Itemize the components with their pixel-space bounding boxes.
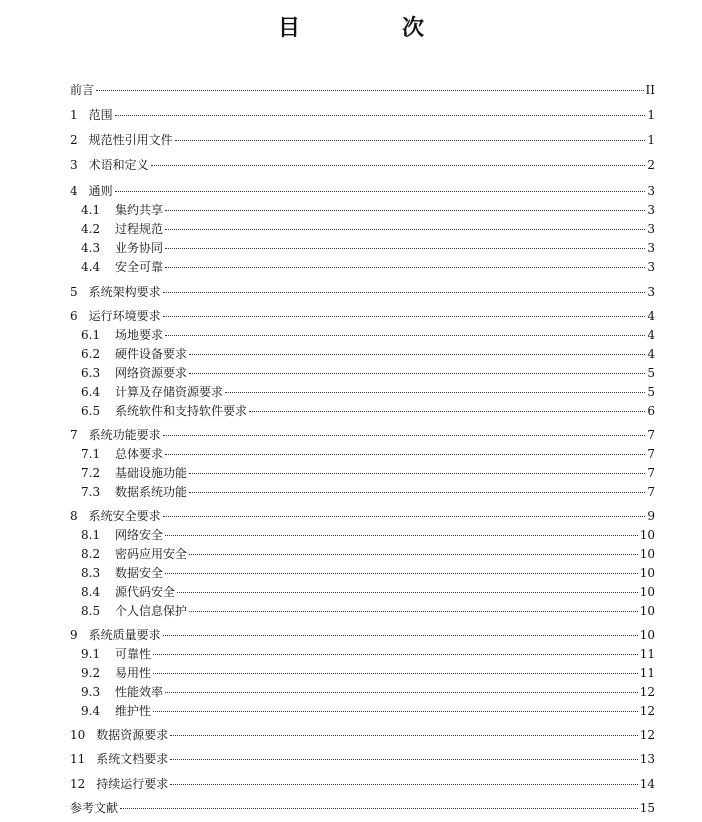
toc-page-number: 3	[647, 222, 655, 236]
toc-entry-label: 规范性引用文件	[88, 133, 173, 147]
toc-page-number: 13	[639, 752, 655, 766]
toc-entry-number: 9.1	[81, 647, 101, 661]
toc-subentry[interactable]	[81, 385, 655, 400]
toc-page-number: 3	[647, 184, 655, 198]
toc-entry[interactable]	[70, 184, 655, 199]
toc-entry-number: 9.2	[81, 666, 101, 680]
toc-subentry[interactable]	[81, 447, 655, 462]
toc-entry-label: 系统软件和支持软件要求	[115, 404, 248, 418]
toc-subentry[interactable]	[81, 404, 655, 419]
toc-entry[interactable]	[70, 83, 655, 98]
toc-leader-dots	[163, 515, 646, 517]
toc-entry-number: 8.5	[81, 604, 101, 618]
toc-entry[interactable]	[70, 108, 655, 123]
toc-entry[interactable]	[70, 752, 655, 767]
toc-entry-label: 参考文献	[70, 801, 119, 815]
toc-entry[interactable]	[70, 628, 655, 643]
toc-leader-dots	[165, 453, 645, 455]
toc-entry-label: 网络安全	[115, 528, 164, 542]
toc-leader-dots	[163, 434, 646, 436]
toc-entry-number: 4.2	[81, 222, 101, 236]
toc-entry-number: 6.2	[81, 347, 101, 361]
toc-subentry[interactable]	[81, 604, 655, 619]
toc-entry-number: 7	[70, 428, 78, 442]
toc-entry-label: 数据系统功能	[115, 485, 188, 499]
toc-entry-label: 术语和定义	[88, 158, 149, 172]
toc-leader-dots	[165, 247, 645, 249]
toc-subentry[interactable]	[81, 485, 655, 500]
toc-leader-dots	[165, 691, 638, 693]
toc-leader-dots	[153, 710, 638, 712]
toc-page-number: 4	[647, 328, 655, 342]
toc-entry-label: 前言	[70, 83, 95, 97]
toc-subentry[interactable]	[81, 222, 655, 237]
toc-page-number: 10	[639, 528, 655, 542]
toc-page-number: 1	[647, 133, 655, 147]
page-title: 目 次	[277, 16, 464, 41]
toc-page-number: 12	[639, 728, 655, 742]
toc-page-number: 3	[647, 241, 655, 255]
toc-entry[interactable]	[70, 728, 655, 743]
toc-entry-number: 9	[70, 628, 78, 642]
toc-entry-label: 可靠性	[115, 647, 152, 661]
toc-subentry[interactable]	[81, 647, 655, 662]
toc-leader-dots	[170, 734, 637, 736]
toc-page-number: 1	[647, 108, 655, 122]
toc-subentry[interactable]	[81, 366, 655, 381]
toc-entry-number: 5	[70, 285, 78, 299]
toc-entry-number: 7.2	[81, 466, 101, 480]
toc-page-number: 11	[639, 647, 655, 661]
toc-entry-number: 8.2	[81, 547, 101, 561]
toc-entry[interactable]	[70, 428, 655, 443]
toc-entry-number: 6	[70, 309, 78, 323]
toc-entry[interactable]	[70, 133, 655, 148]
toc-entry[interactable]	[70, 801, 655, 816]
toc-entry-number: 9.4	[81, 704, 101, 718]
toc-leader-dots	[249, 410, 645, 412]
toc-leader-dots	[165, 209, 645, 211]
toc-entry-number: 9.3	[81, 685, 101, 699]
toc-subentry[interactable]	[81, 328, 655, 343]
toc-leader-dots	[189, 472, 645, 474]
toc-entry-label: 网络资源要求	[115, 366, 188, 380]
toc-page-number: 7	[647, 485, 655, 499]
toc-leader-dots	[189, 491, 645, 493]
toc-entry-number: 1	[70, 108, 78, 122]
toc-leader-dots	[189, 353, 645, 355]
toc-leader-dots	[163, 291, 646, 293]
toc-entry-number: 10	[70, 728, 86, 742]
toc-page-number: 2	[647, 158, 655, 172]
toc-leader-dots	[177, 591, 638, 593]
toc-entry-label: 系统安全要求	[88, 509, 161, 523]
toc-leader-dots	[165, 334, 645, 336]
toc-entry-number: 3	[70, 158, 78, 172]
toc-entry-number: 8.1	[81, 528, 101, 542]
toc-page-number: 4	[647, 347, 655, 361]
toc-entry-label: 硬件设备要求	[115, 347, 188, 361]
toc-entry-number: 6.1	[81, 328, 101, 342]
toc-page-number: II	[645, 83, 655, 97]
toc-page-number: 10	[639, 628, 655, 642]
toc-entry-label: 范围	[88, 108, 113, 122]
toc-entry-number: 4.4	[81, 260, 101, 274]
toc-leader-dots	[163, 634, 638, 636]
toc-entry-label: 运行环境要求	[88, 309, 161, 323]
toc-page-number: 10	[639, 566, 655, 580]
toc-entry-number: 6.4	[81, 385, 101, 399]
toc-entry-label: 密码应用安全	[115, 547, 188, 561]
toc-entry-label: 易用性	[115, 666, 152, 680]
toc-entry-label: 持续运行要求	[96, 777, 169, 791]
toc-subentry[interactable]	[81, 528, 655, 543]
toc-entry-label: 业务协同	[115, 241, 164, 255]
toc-page-number: 6	[647, 404, 655, 418]
toc-page-number: 12	[639, 685, 655, 699]
toc-page-number: 7	[647, 466, 655, 480]
toc-entry[interactable]	[70, 285, 655, 300]
toc-subentry[interactable]	[81, 566, 655, 581]
toc-leader-dots	[170, 783, 637, 785]
toc-entry-label: 系统架构要求	[88, 285, 161, 299]
toc-leader-dots	[115, 190, 646, 192]
toc-page-number: 10	[639, 547, 655, 561]
toc-entry[interactable]	[70, 509, 655, 524]
toc-entry-number: 4	[70, 184, 78, 198]
toc-leader-dots	[115, 114, 646, 116]
toc-leader-dots	[175, 139, 646, 141]
toc-page-number: 10	[639, 585, 655, 599]
toc-page-number: 14	[639, 777, 655, 791]
toc-entry-label: 数据资源要求	[96, 728, 169, 742]
toc-entry-number: 6.5	[81, 404, 101, 418]
toc-entry-label: 数据安全	[115, 566, 164, 580]
toc-entry-number: 8	[70, 509, 78, 523]
toc-page-number: 11	[639, 666, 655, 680]
toc-leader-dots	[170, 758, 637, 760]
toc-entry-label: 总体要求	[115, 447, 164, 461]
toc-subentry[interactable]	[81, 347, 655, 362]
toc-entry-label: 安全可靠	[115, 260, 164, 274]
toc-subentry[interactable]	[81, 666, 655, 681]
toc-entry-number: 6.3	[81, 366, 101, 380]
toc-entry-label: 系统功能要求	[88, 428, 161, 442]
toc-leader-dots	[165, 572, 638, 574]
toc-page-number: 3	[647, 260, 655, 274]
toc-page-number: 7	[647, 428, 655, 442]
toc-subentry[interactable]	[81, 260, 655, 275]
toc-entry-label: 性能效率	[115, 685, 164, 699]
toc-entry-label: 系统文档要求	[96, 752, 169, 766]
toc-entry-number: 11	[70, 752, 86, 766]
toc-entry-label: 场地要求	[115, 328, 164, 342]
toc-leader-dots	[189, 610, 638, 612]
toc-entry[interactable]	[70, 309, 655, 324]
toc-page-number: 3	[647, 285, 655, 299]
toc-entry-number: 4.1	[81, 203, 101, 217]
toc-entry-label: 通则	[88, 184, 113, 198]
toc-entry-label: 个人信息保护	[115, 604, 188, 618]
toc-entry-number: 7.3	[81, 485, 101, 499]
toc-page-number: 10	[639, 604, 655, 618]
toc-subentry[interactable]	[81, 466, 655, 481]
toc-entry-number: 4.3	[81, 241, 101, 255]
toc-page-number: 5	[647, 385, 655, 399]
toc-subentry[interactable]	[81, 704, 655, 719]
toc-leader-dots	[163, 315, 646, 317]
toc-subentry[interactable]	[81, 685, 655, 700]
toc-entry-label: 源代码安全	[115, 585, 176, 599]
toc-page-number: 12	[639, 704, 655, 718]
toc-leader-dots	[120, 807, 638, 809]
toc-subentry[interactable]	[81, 241, 655, 256]
toc-page-number: 3	[647, 203, 655, 217]
toc-leader-dots	[189, 553, 638, 555]
toc-leader-dots	[165, 266, 645, 268]
toc-entry-label: 过程规范	[115, 222, 164, 236]
toc-entry-label: 集约共享	[115, 203, 164, 217]
toc-entry-number: 8.4	[81, 585, 101, 599]
toc-entry[interactable]	[70, 158, 655, 173]
toc-entry-number: 2	[70, 133, 78, 147]
toc-page-number: 5	[647, 366, 655, 380]
toc-subentry[interactable]	[81, 203, 655, 218]
toc-entry-number: 12	[70, 777, 86, 791]
toc-subentry[interactable]	[81, 585, 655, 600]
toc-leader-dots	[96, 89, 644, 91]
toc-entry-label: 计算及存储资源要求	[115, 385, 224, 399]
toc-entry-label: 基础设施功能	[115, 466, 188, 480]
toc-entry-label: 系统质量要求	[88, 628, 161, 642]
toc-entry[interactable]	[70, 777, 655, 792]
toc-entry-number: 7.1	[81, 447, 101, 461]
toc-page-number: 15	[639, 801, 655, 815]
toc-leader-dots	[189, 372, 645, 374]
toc-page-number: 9	[647, 509, 655, 523]
toc-page-number: 7	[647, 447, 655, 461]
toc-leader-dots	[153, 653, 638, 655]
toc-subentry[interactable]	[81, 547, 655, 562]
toc-page-number: 4	[647, 309, 655, 323]
toc-leader-dots	[151, 164, 646, 166]
toc-entry-label: 维护性	[115, 704, 152, 718]
toc-leader-dots	[165, 228, 645, 230]
toc-leader-dots	[165, 534, 638, 536]
toc-leader-dots	[225, 391, 645, 393]
toc-entry-number: 8.3	[81, 566, 101, 580]
toc-leader-dots	[153, 672, 638, 674]
